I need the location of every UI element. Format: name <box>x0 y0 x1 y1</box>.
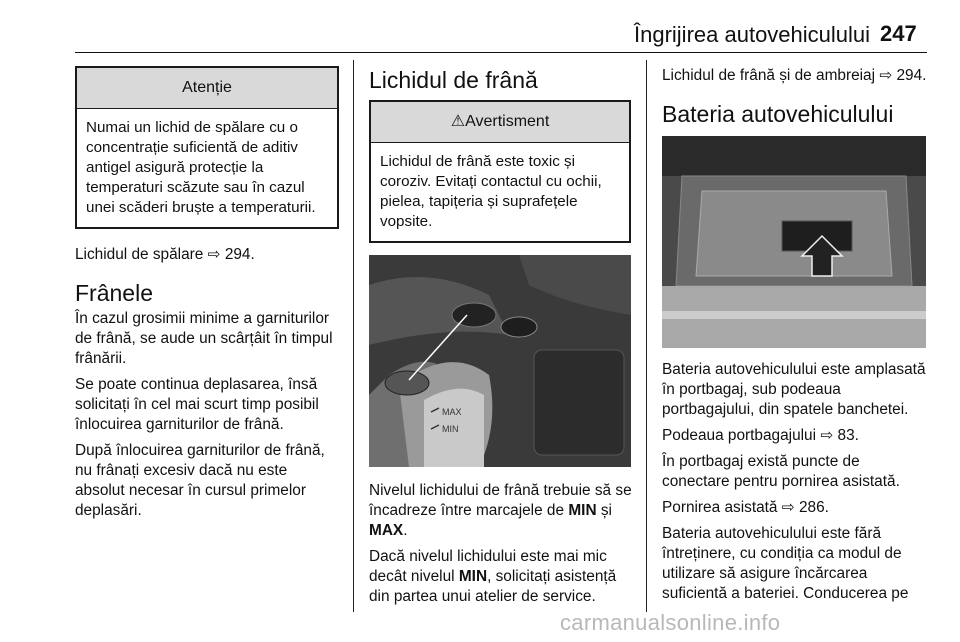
trunk-floor-reference: Podeaua portbagajului ⇨ 83. <box>662 427 859 444</box>
warning-box <box>369 100 631 243</box>
brake-fluid-low-paragraph: Dacă nivelul lichidului este mai mic decât nivelul MIN, solicitați asistență din partea unui atelier de service. <box>369 548 617 605</box>
trunk-illustration <box>662 136 926 348</box>
right-column <box>662 66 928 610</box>
warning-body: Lichidul de frână este toxic și coroziv. Evitați contactul cu ochii, pielea, tapițeria și suprafețele vopsite. <box>380 153 602 230</box>
battery-paragraph-1: Bateria autovehiculului este amplasată în portbagaj, sub podeaua portbagajului, din spatele banchetei. <box>662 361 926 418</box>
header-rule <box>75 52 927 53</box>
brakes-paragraph-1: În cazul grosimii minime a garniturilor de frână, se aude un scârțâit în timpul frânării. <box>75 310 333 367</box>
brake-fluid-reservoir-photo <box>369 255 631 467</box>
running-header-title: Îngrijirea autovehiculului <box>634 22 871 47</box>
engine-bay-illustration <box>369 255 631 467</box>
brake-fluid-level-paragraph: Nivelul lichidului de frână trebuie să se încadreze între marcajele de MIN și MAX. <box>369 482 632 539</box>
page-ref-arrow-icon: ⇨ <box>781 499 795 516</box>
attention-title: Atenție <box>77 68 337 109</box>
warning-triangle-icon: ⚠ <box>450 113 466 130</box>
page-ref-arrow-icon: ⇨ <box>879 67 893 84</box>
brakes-paragraph-2: Se poate continua deplasarea, însă solicitați în cel mai scurt timp posibil înlocuirea garniturilor de frână. <box>75 376 319 433</box>
max-mark-label: MAX <box>442 407 462 417</box>
battery-heading: Bateria autovehiculului <box>662 101 894 127</box>
column-divider-right <box>646 60 647 612</box>
battery-paragraph-5: Bateria autovehiculului este fără întreținere, cu condiția ca modul de utilizare să asigure încărcarea suficientă a bateriei. Conducerea pe <box>662 525 909 602</box>
brake-fluid-heading: Lichidul de frână <box>369 67 538 93</box>
page-number: 247 <box>880 21 917 46</box>
page-ref-arrow-icon: ⇨ <box>820 427 834 444</box>
washer-fluid-reference: Lichidul de spălare ⇨ 294. <box>75 246 255 263</box>
brakes-heading: Frânele <box>75 280 153 306</box>
warning-title-bar: ⚠Avertisment <box>371 102 629 143</box>
page-ref-arrow-icon: ⇨ <box>207 246 221 263</box>
attention-box <box>75 66 339 229</box>
watermark: carmanualsonline.info <box>560 610 781 635</box>
middle-column <box>369 66 633 613</box>
min-mark-label: MIN <box>442 424 459 434</box>
jump-start-reference: Pornirea asistată ⇨ 286. <box>662 499 829 516</box>
battery-paragraph-3: În portbagaj există puncte de conectare pentru pornirea asistată. <box>662 453 900 490</box>
column-divider-left <box>353 60 354 612</box>
left-column <box>75 66 341 527</box>
battery-trunk-photo <box>662 136 926 348</box>
attention-body: Numai un lichid de spălare cu o concentrație suficientă de aditiv antigel asigură protecție la temperaturi scăzute sau în cazul unei scăderi bruște a temperaturii. <box>86 119 316 216</box>
brakes-paragraph-3: După înlocuirea garniturilor de frână, nu frânați excesiv dacă nu este absolut necesar în cursul primelor deplasări. <box>75 442 325 519</box>
brake-clutch-fluid-reference: Lichidul de frână și de ambreiaj ⇨ 294. <box>662 67 927 84</box>
